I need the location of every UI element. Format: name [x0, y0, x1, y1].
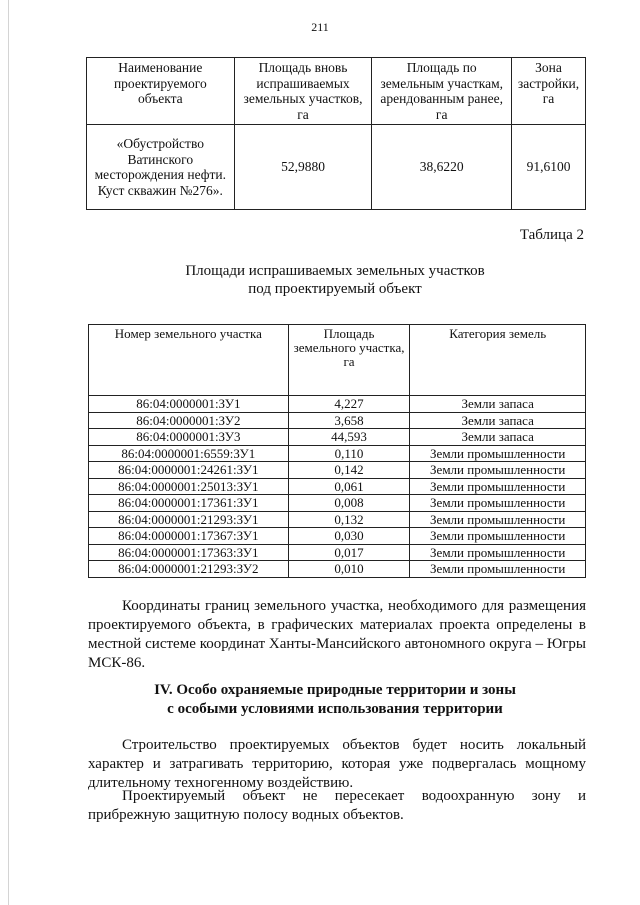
water-zone-paragraph: Проектируемый объект не пересекает водоохранную зону и прибрежную защитную полосу водных объектов.	[88, 788, 586, 823]
table-cell: Земли промышленности	[410, 478, 586, 495]
table-header-row	[89, 325, 586, 396]
objects-area-table	[86, 57, 586, 210]
table-cell: «Обустройство Ватинского месторождения нефти. Куст скважин №276».	[87, 125, 235, 210]
table-cell: 0,030	[288, 528, 410, 545]
table-cell: 86:04:0000001:17367:ЗУ1	[89, 528, 289, 545]
scan-margin-line	[8, 0, 9, 905]
table-cell: 86:04:0000001:21293:ЗУ1	[89, 511, 289, 528]
table-cell: 86:04:0000001:21293:ЗУ2	[89, 561, 289, 578]
table-cell: 4,227	[288, 396, 410, 413]
table-row	[89, 495, 586, 512]
table-cell: 86:04:0000001:24261:ЗУ1	[89, 462, 289, 479]
table-cell: 86:04:0000001:25013:ЗУ1	[89, 478, 289, 495]
table-cell: 0,142	[288, 462, 410, 479]
table-cell: Земли промышленности	[410, 561, 586, 578]
section-heading	[80, 681, 590, 719]
table-cell: 86:04:0000001:ЗУ3	[89, 429, 289, 446]
table-row	[89, 445, 586, 462]
table-cell: Земли промышленности	[410, 544, 586, 561]
construction-paragraph: Строительство проектируемых объектов будет носить локальный характер и затрагивать территорию, которая уже подвергалась мощному длительному техногенному воздействию.	[88, 737, 586, 791]
table-cell: 0,008	[288, 495, 410, 512]
table-cell: 86:04:0000001:ЗУ1	[89, 396, 289, 413]
table-row	[89, 462, 586, 479]
coordinates-paragraph: Координаты границ земельного участка, необходимого для размещения проектируемого объекта, в графических материалах проекта определены в местной системе координат Ханты-Мансийского автономного округа – Югры МСК-86.	[88, 598, 586, 671]
table-title-line: Площади испрашиваемых земельных участков	[185, 263, 485, 279]
table-cell: Земли промышленности	[410, 495, 586, 512]
table-cell: 86:04:0000001:ЗУ2	[89, 412, 289, 429]
table-cell: Земли промышленности	[410, 528, 586, 545]
table-cell: 52,9880	[234, 125, 372, 210]
table-cell: 0,061	[288, 478, 410, 495]
table-row	[87, 125, 586, 210]
table-row	[89, 429, 586, 446]
table-cell: 3,658	[288, 412, 410, 429]
column-header: Площадь земельного участка, га	[288, 325, 410, 396]
table-caption: Таблица 2	[519, 227, 584, 243]
table-row	[89, 561, 586, 578]
table-row	[89, 544, 586, 561]
table-body	[89, 396, 586, 578]
table-title	[80, 262, 590, 298]
table-row	[89, 511, 586, 528]
table-cell: 0,010	[288, 561, 410, 578]
column-header: Номер земельного участка	[89, 325, 289, 396]
table-cell: Земли запаса	[410, 412, 586, 429]
table-cell: Земли промышленности	[410, 445, 586, 462]
table-cell: 86:04:0000001:17363:ЗУ1	[89, 544, 289, 561]
table-row	[89, 478, 586, 495]
table-header-row	[87, 58, 586, 125]
column-header: Наименование проектируемого объекта	[87, 58, 235, 125]
page-number: 211	[311, 20, 329, 34]
table-row	[89, 528, 586, 545]
table-row	[89, 412, 586, 429]
table-cell: 0,017	[288, 544, 410, 561]
table-row	[89, 396, 586, 413]
column-header: Категория земель	[410, 325, 586, 396]
table-cell: 38,6220	[372, 125, 512, 210]
table-cell: 0,110	[288, 445, 410, 462]
table-cell: 0,132	[288, 511, 410, 528]
table-cell: Земли запаса	[410, 396, 586, 413]
land-plots-table	[88, 324, 586, 578]
table-title-line: под проектируемый объект	[248, 281, 422, 297]
section-heading-line: с особыми условиями использования территории	[167, 701, 503, 717]
column-header: Площадь вновь испрашиваемых земельных участков, га	[234, 58, 372, 125]
section-heading-line: IV. Особо охраняемые природные территории и зоны	[154, 682, 516, 698]
column-header: Зона застройки, га	[512, 58, 586, 125]
table-cell: 44,593	[288, 429, 410, 446]
column-header: Площадь по земельным участкам, арендованным ранее, га	[372, 58, 512, 125]
table-cell: 86:04:0000001:6559:ЗУ1	[89, 445, 289, 462]
table-cell: Земли промышленности	[410, 511, 586, 528]
table-cell: Земли промышленности	[410, 462, 586, 479]
table-cell: 86:04:0000001:17361:ЗУ1	[89, 495, 289, 512]
table-cell: Земли запаса	[410, 429, 586, 446]
table-cell: 91,6100	[512, 125, 586, 210]
